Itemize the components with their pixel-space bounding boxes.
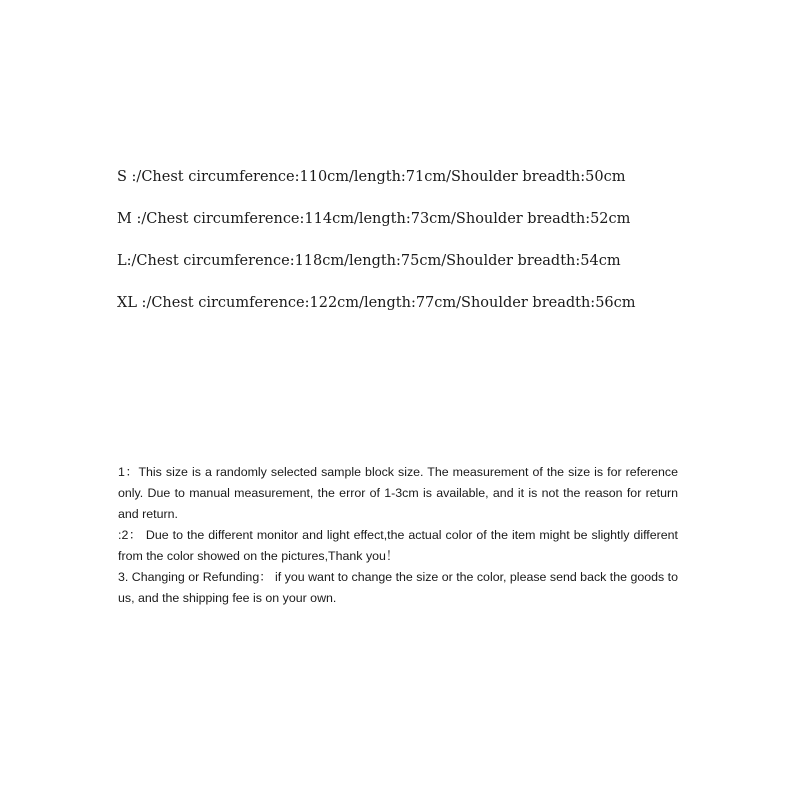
size-line-xl: XL :/Chest circumference:122cm/length:77cm/Shoulder breadth:56cm [117,295,636,311]
note-refund-policy: 3. Changing or Refunding： if you want to change the size or the color, please send back the goods to us, and the shipping fee is on your own. [118,570,679,605]
size-line-s: S :/Chest circumference:110cm/length:71cm/Shoulder breadth:50cm [117,169,626,185]
size-line-l: L:/Chest circumference:118cm/length:75cm/Shoulder breadth:54cm [117,253,621,269]
size-line-m: M :/Chest circumference:114cm/length:73cm/Shoulder breadth:52cm [117,211,631,227]
note-measurement-disclaimer: 1：This size is a randomly selected sample block size. The measurement of the size is for reference only. Due to manual measurement, the error of 1-3cm is available, and it is not the reason for return and return. [118,465,678,521]
note-color-disclaimer: :2： Due to the different monitor and light effect,the actual color of the item might be slightly different from the color showed on the pictures,Thank you！ [118,528,678,563]
notes-block [118,462,678,609]
